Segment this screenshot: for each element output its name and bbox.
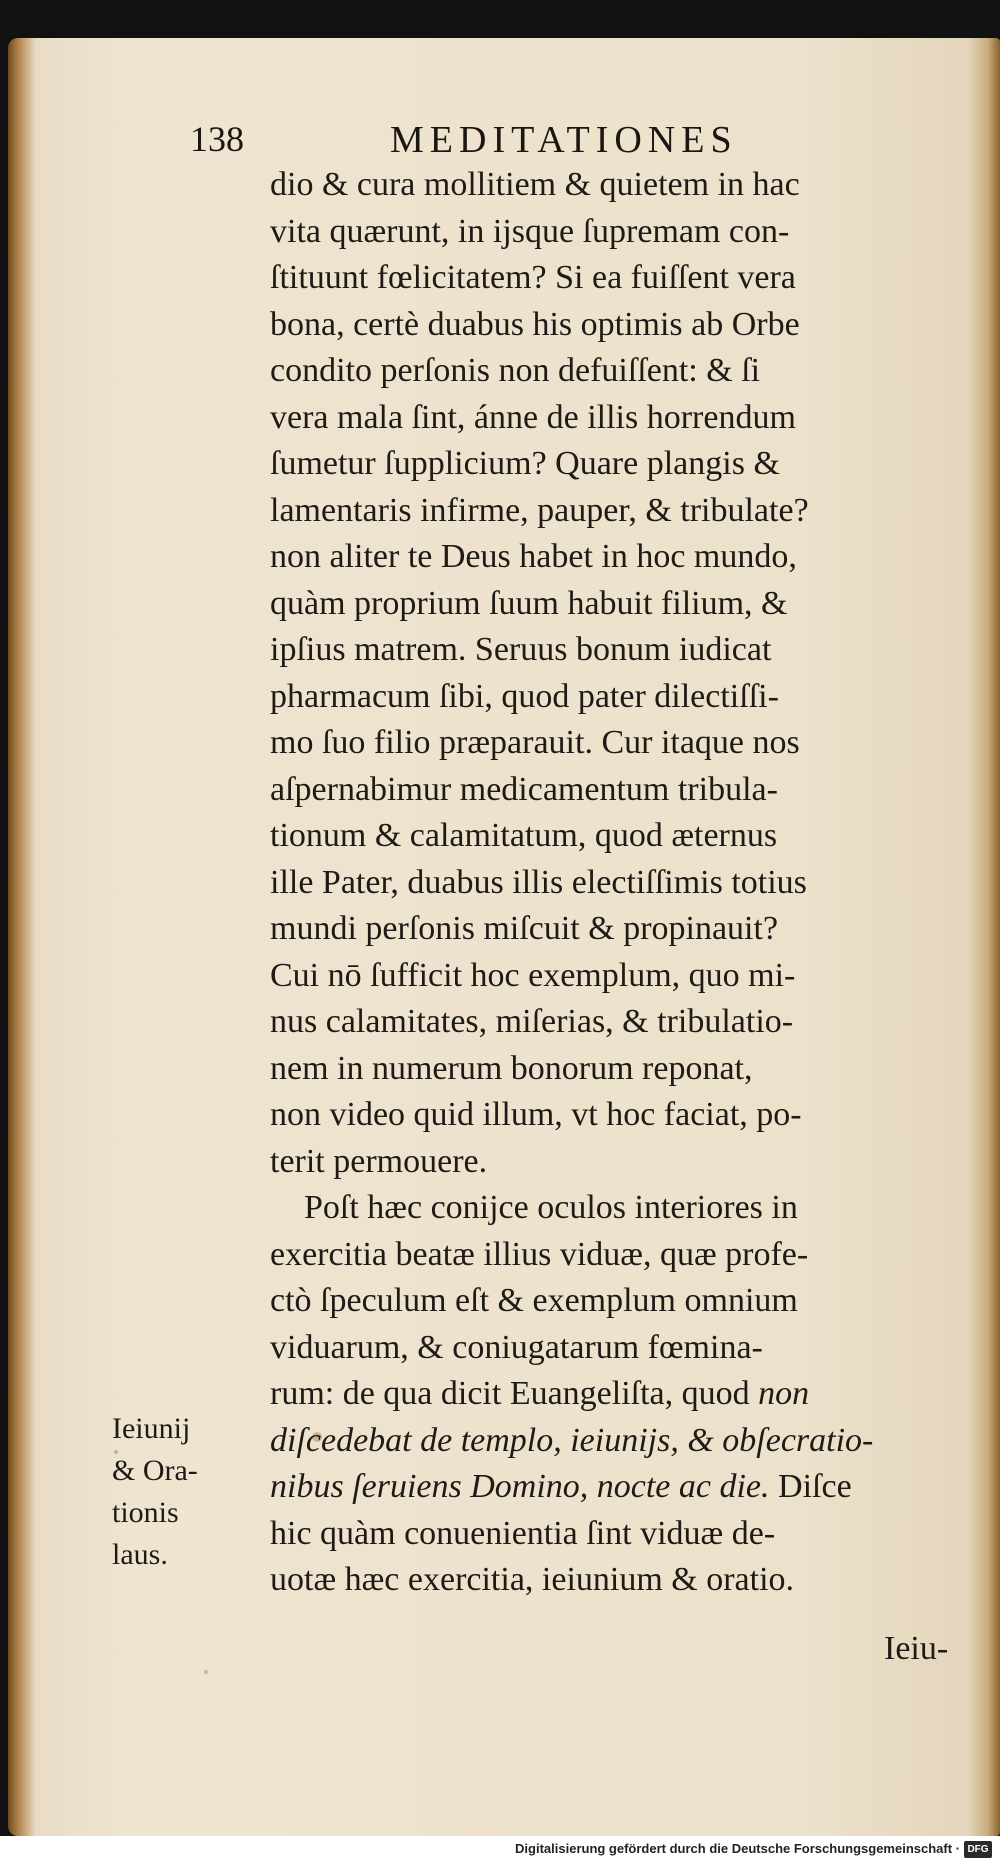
ink-spot	[204, 1670, 208, 1674]
text-line	[270, 1464, 950, 1511]
catchword: Ieiu-	[884, 1630, 949, 1667]
text-line: pharmacum ſibi, quod pater dilectiſſi-	[270, 677, 779, 715]
text-line: vera mala ſint, ánne de illis horrendum	[270, 398, 796, 436]
text-line: Poſt hæc conijce oculos interiores in	[304, 1189, 798, 1226]
text-line: ille Pater, duabus illis electiſſimis totius	[270, 863, 807, 901]
margin-note-line: tionis	[112, 1496, 179, 1529]
page-header	[190, 118, 930, 164]
text-line: terit permouere.	[270, 1142, 488, 1180]
footer-credit: Digitalisierung gefördert durch die Deutsche Forschungsgemeinschaft ·	[515, 1841, 960, 1856]
text-line: Cui nō ſufficit hoc exemplum, quo mi-	[270, 956, 796, 994]
text-line: ſtituunt fœlicitatem? Si ea fuiſſent vera	[270, 259, 796, 296]
text-line: lamentaris infirme, pauper, & tribulate?	[270, 491, 809, 529]
text-line: ctò ſpeculum eſt & exemplum omnium	[270, 1282, 798, 1319]
italic-segment: non	[758, 1375, 810, 1412]
text-line: viduarum, & coniugatarum fœmina-	[270, 1328, 763, 1366]
text-line: ſumetur ſupplicium? Quare plangis &	[270, 445, 780, 482]
text-line: quàm proprium ſuum habuit filium, &	[270, 584, 788, 622]
text-line: bona, certè duabus his optimis ab Orbe	[270, 305, 800, 343]
margin-note-line: laus.	[112, 1538, 168, 1571]
text-line: non aliter te Deus habet in hoc mundo,	[270, 538, 797, 575]
text-line: nem in numerum bonorum reponat,	[270, 1049, 753, 1087]
text-line: nus calamitates, miſerias, & tribulatio-	[270, 1003, 794, 1040]
text-line: condito perſonis non defuiſſent: & ſi	[270, 352, 761, 389]
text-line: mundi perſonis miſcuit & propinauit?	[270, 910, 779, 947]
italic-segment: diſcedebat de templo, ieiunijs, & obſecratio-	[270, 1421, 874, 1459]
digitization-footer	[0, 1836, 1000, 1863]
text-segment: Diſce	[769, 1468, 852, 1505]
text-line: vita quærunt, in ijsque ſupremam con-	[270, 212, 790, 250]
text-line: mo ſuo filio præparauit. Cur itaque nos	[270, 724, 800, 761]
text-line: aſpernabimur medicamentum tribula-	[270, 770, 778, 808]
text-line: non video quid illum, vt hoc faciat, po-	[270, 1096, 802, 1133]
text-line	[270, 1418, 950, 1465]
margin-note	[112, 1408, 262, 1576]
text-line: uotæ hæc exercitia, ieiunium & oratio.	[270, 1561, 795, 1598]
text-line: dio & cura mollitiem & quietem in hac	[270, 166, 800, 203]
text-line: ipſius matrem. Seruus bonum iudicat	[270, 631, 772, 668]
margin-note-line: & Ora-	[112, 1454, 198, 1487]
main-text	[270, 162, 950, 1604]
text-line: exercitia beatæ illius viduæ, quæ profe-	[270, 1235, 809, 1273]
text-segment: rum: de qua dicit Euangeliſta, quod	[270, 1375, 759, 1412]
text-line: hic quàm conuenientia ſint viduæ de-	[270, 1514, 776, 1552]
text-line: tionum & calamitatum, quod æternus	[270, 817, 778, 854]
page-number: 138	[190, 119, 244, 159]
italic-segment: nibus ſeruiens Domino, nocte ac die.	[270, 1468, 770, 1505]
text-line	[270, 1371, 950, 1418]
running-head: MEDITATIONES	[390, 119, 738, 161]
dfg-logo-icon: DFG	[964, 1841, 992, 1858]
margin-note-line: Ieiunij	[112, 1412, 191, 1445]
